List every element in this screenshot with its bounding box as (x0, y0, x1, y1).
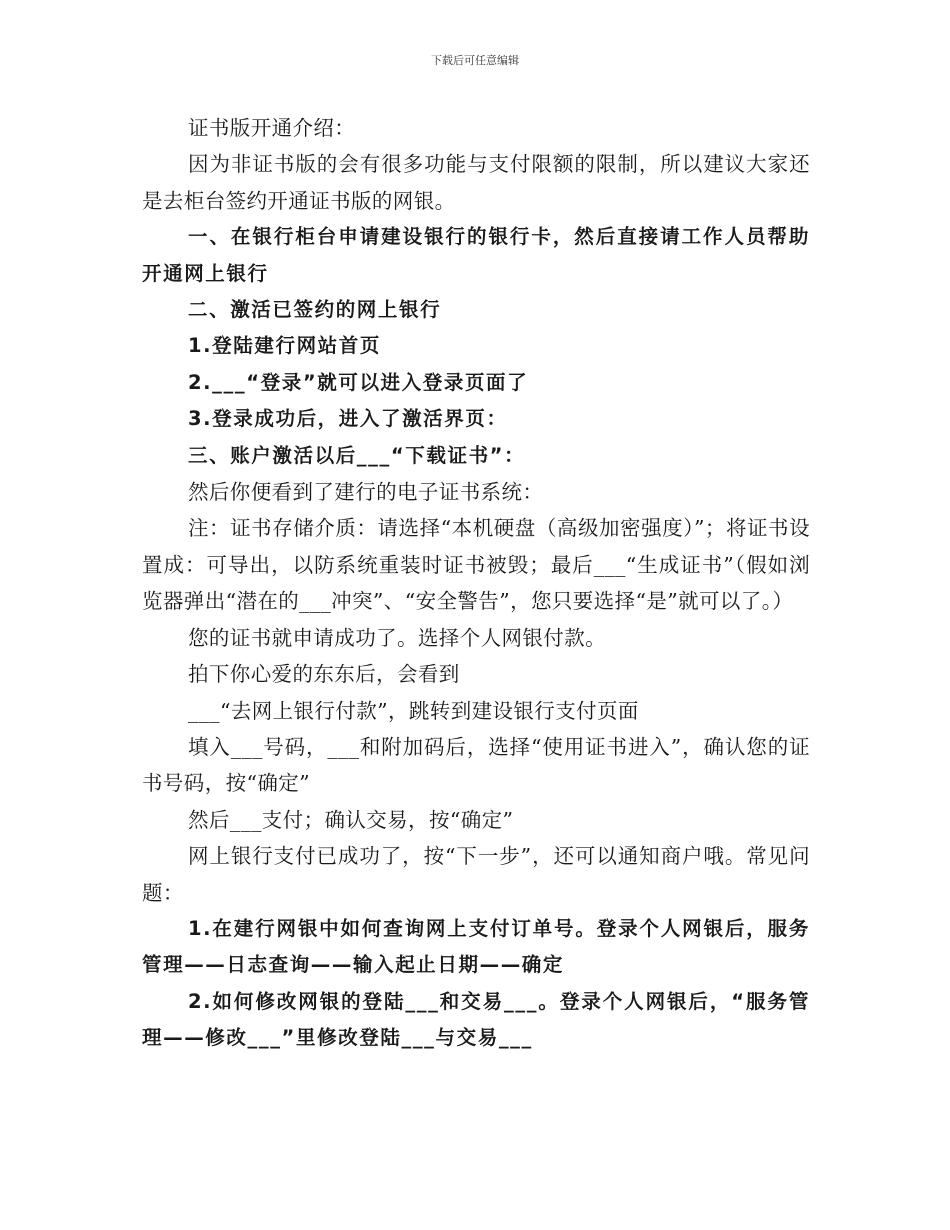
document-body (142, 110, 810, 1057)
paragraph-done-faq: 网上银行支付已成功了，按“下一步”，还可以通知商户哦。常见问题： (142, 844, 810, 905)
paragraph-success: 您的证书就申请成功了。选择个人网银付款。 (188, 625, 606, 650)
step-3: 3.登录成功后，进入了激活界页： (188, 407, 508, 431)
step-1: 1.登陆建行网站首页 (188, 334, 381, 358)
page-header-note: 下载后可任意编辑 (431, 54, 519, 67)
step-2: 2.___“登录”就可以进入登录页面了 (188, 370, 529, 394)
paragraph-fill-in: 填入___号码，___和附加码后，选择“使用证书进入”，确认您的证书号码，按“确定” (142, 734, 810, 796)
paragraph-confirm: 然后___支付；确认交易，按“确定” (188, 807, 514, 832)
paragraph-intro: 因为非证书版的会有很多功能与支付限额的限制，所以建议大家还是去柜台签约开通证书版的网银。 (142, 152, 810, 213)
paragraph-cert-system: 然后你便看到了建行的电子证书系统： (188, 480, 544, 505)
faq-2: 2.如何修改网银的登陆___和交易___。登录个人网银后，“服务管理——修改___”里修改登陆___与交易___ (142, 989, 810, 1050)
section-one-heading: 一、在银行柜台申请建设银行的银行卡，然后直接请工作人员帮助开通网上银行 (142, 225, 810, 285)
faq-1: 1.在建行网银中如何查询网上支付订单号。登录个人网银后，服务管理——日志查询——输入起止日期——确定 (142, 916, 810, 977)
paragraph-purchase: 拍下你心爱的东东后，会看到 (188, 662, 460, 687)
section-two-heading: 二、激活已签约的网上银行 (188, 298, 442, 322)
paragraph-note: 注：证书存储介质：请选择“本机硬盘（高级加密强度）”；将证书设置成：可导出，以防系统重装时证书被毁；最后___“生成证书”（假如浏览器弹出“潜在的___冲突”、“安全警告”，您只要选择“是”就可以了。） (142, 516, 810, 614)
paragraph-redirect: ___“去网上银行付款”，跳转到建设银行支付页面 (188, 698, 639, 723)
section-three-heading: 三、账户激活以后___“下载证书”： (188, 443, 526, 467)
paragraph-intro-title: 证书版开通介绍： (188, 116, 356, 140)
